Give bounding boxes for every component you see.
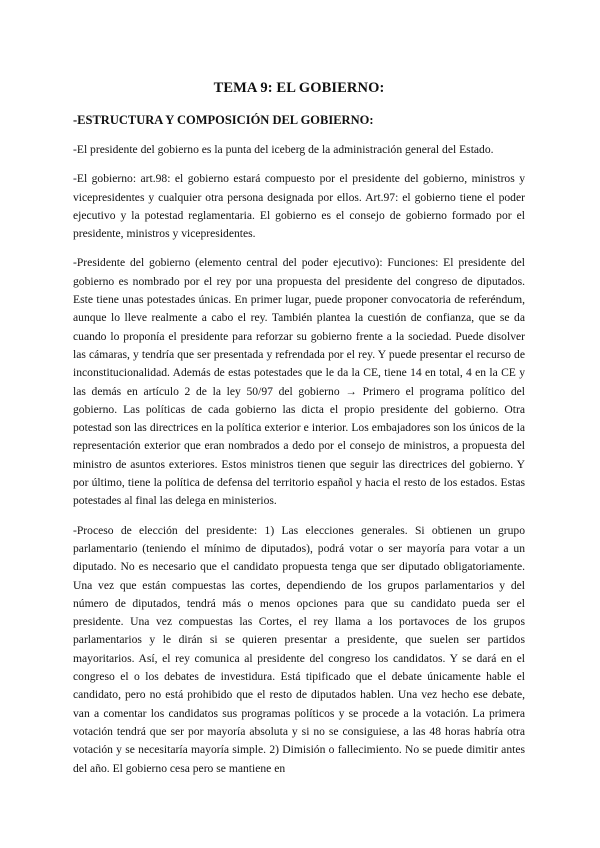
paragraph-intro: -El presidente del gobierno es la punta del iceberg de la administración general del Estado. — [73, 143, 494, 156]
paragraph-presidente: -Presidente del gobierno (elemento central del poder ejecutivo): Funciones: El presidente del gobierno es nombrado por el rey por una propuesta del presidente del congreso de diputados. Este tiene unas potestades únicas. En primer lugar, puede proponer convocatoria de referéndum, aunque lo lleve realmente a cabo el rey. También plantea la cuestión de confianza, que se da cuando lo proponía el presidente para reforzar su gobierno frente a la sociedad. Puede disolver las cámaras, y tendría que ser presentada y refrendada por el rey. Y puede presentar el recurso de inconstitucionalidad. Además de estas potestades que le da la CE, tiene 14 en total, 4 en la CE y las demás en artículo 2 de la ley 50/97 del gobierno → Primero el programa político del gobierno. Las políticas de cada gobierno las dicta el propio presidente del gobierno. Otra potestad son las directrices en la política exterior e interior. Los embajadores son los únicos de la representación exterior que eran nombrados a dedo por el consejo de ministros, a propuesta del ministro de asuntos exteriores. Estos ministros tienen que seguir las directrices del gobierno. Y por último, tiene la política de defensa del territorio español y hacia el resto de los estados. Estas potestades al final las delega en ministerios. — [73, 256, 525, 508]
paragraph-proceso-eleccion: -Proceso de elección del presidente: 1) Las elecciones generales. Si obtienen un grupo parlamentario (teniendo el mínimo de diputados), podrá votar o ser mayoría para votar a un diputado. No es necesario que el candidato propuesta tenga que ser diputado obligatoriamente. Una vez que están compuestas las cortes, dependiendo de los grupos parlamentarios y del número de diputados, tendrá más o menos opciones para que su candidato pueda ser el presidente. Una vez compuestas las Cortes, el rey llama a los portavoces de los grupos parlamentarios y le dirán si se quieren presentar a presidente, que suelen ser partidos mayoritarios. Así, el rey comunica al presidente del congreso los candidatos. Y se dará en el congreso el o los debates de investidura. Está tipificado que el debate únicamente hable el candidato, pero no está prohibido que el resto de diputados hablen. Una vez hecho ese debate, van a comentar los candidatos sus programas políticos y se procede a la votación. La primera votación tendrá que ser por mayoría absoluta y si no se consiguiese, a las 48 horas habría otra votación y se necesitaría mayoría simple. 2) Dimisión o fallecimiento. No se puede dimitir antes del año. El gobierno cesa pero se mantiene en — [73, 523, 525, 775]
section-heading: -ESTRUCTURA Y COMPOSICIÓN DEL GOBIERNO: — [73, 113, 374, 127]
page-title: TEMA 9: EL GOBIERNO: — [213, 80, 385, 96]
paragraph-gobierno: -El gobierno: art.98: el gobierno estará compuesto por el presidente del gobierno, ministros y vicepresidentes y cualquier otra persona designada por ellos. Art.97: el gobierno tiene el poder ejecutivo y la potestad reglamentaria. El gobierno es el consejo de gobierno formado por el presidente, ministros y vicepresidentes. — [73, 172, 525, 241]
